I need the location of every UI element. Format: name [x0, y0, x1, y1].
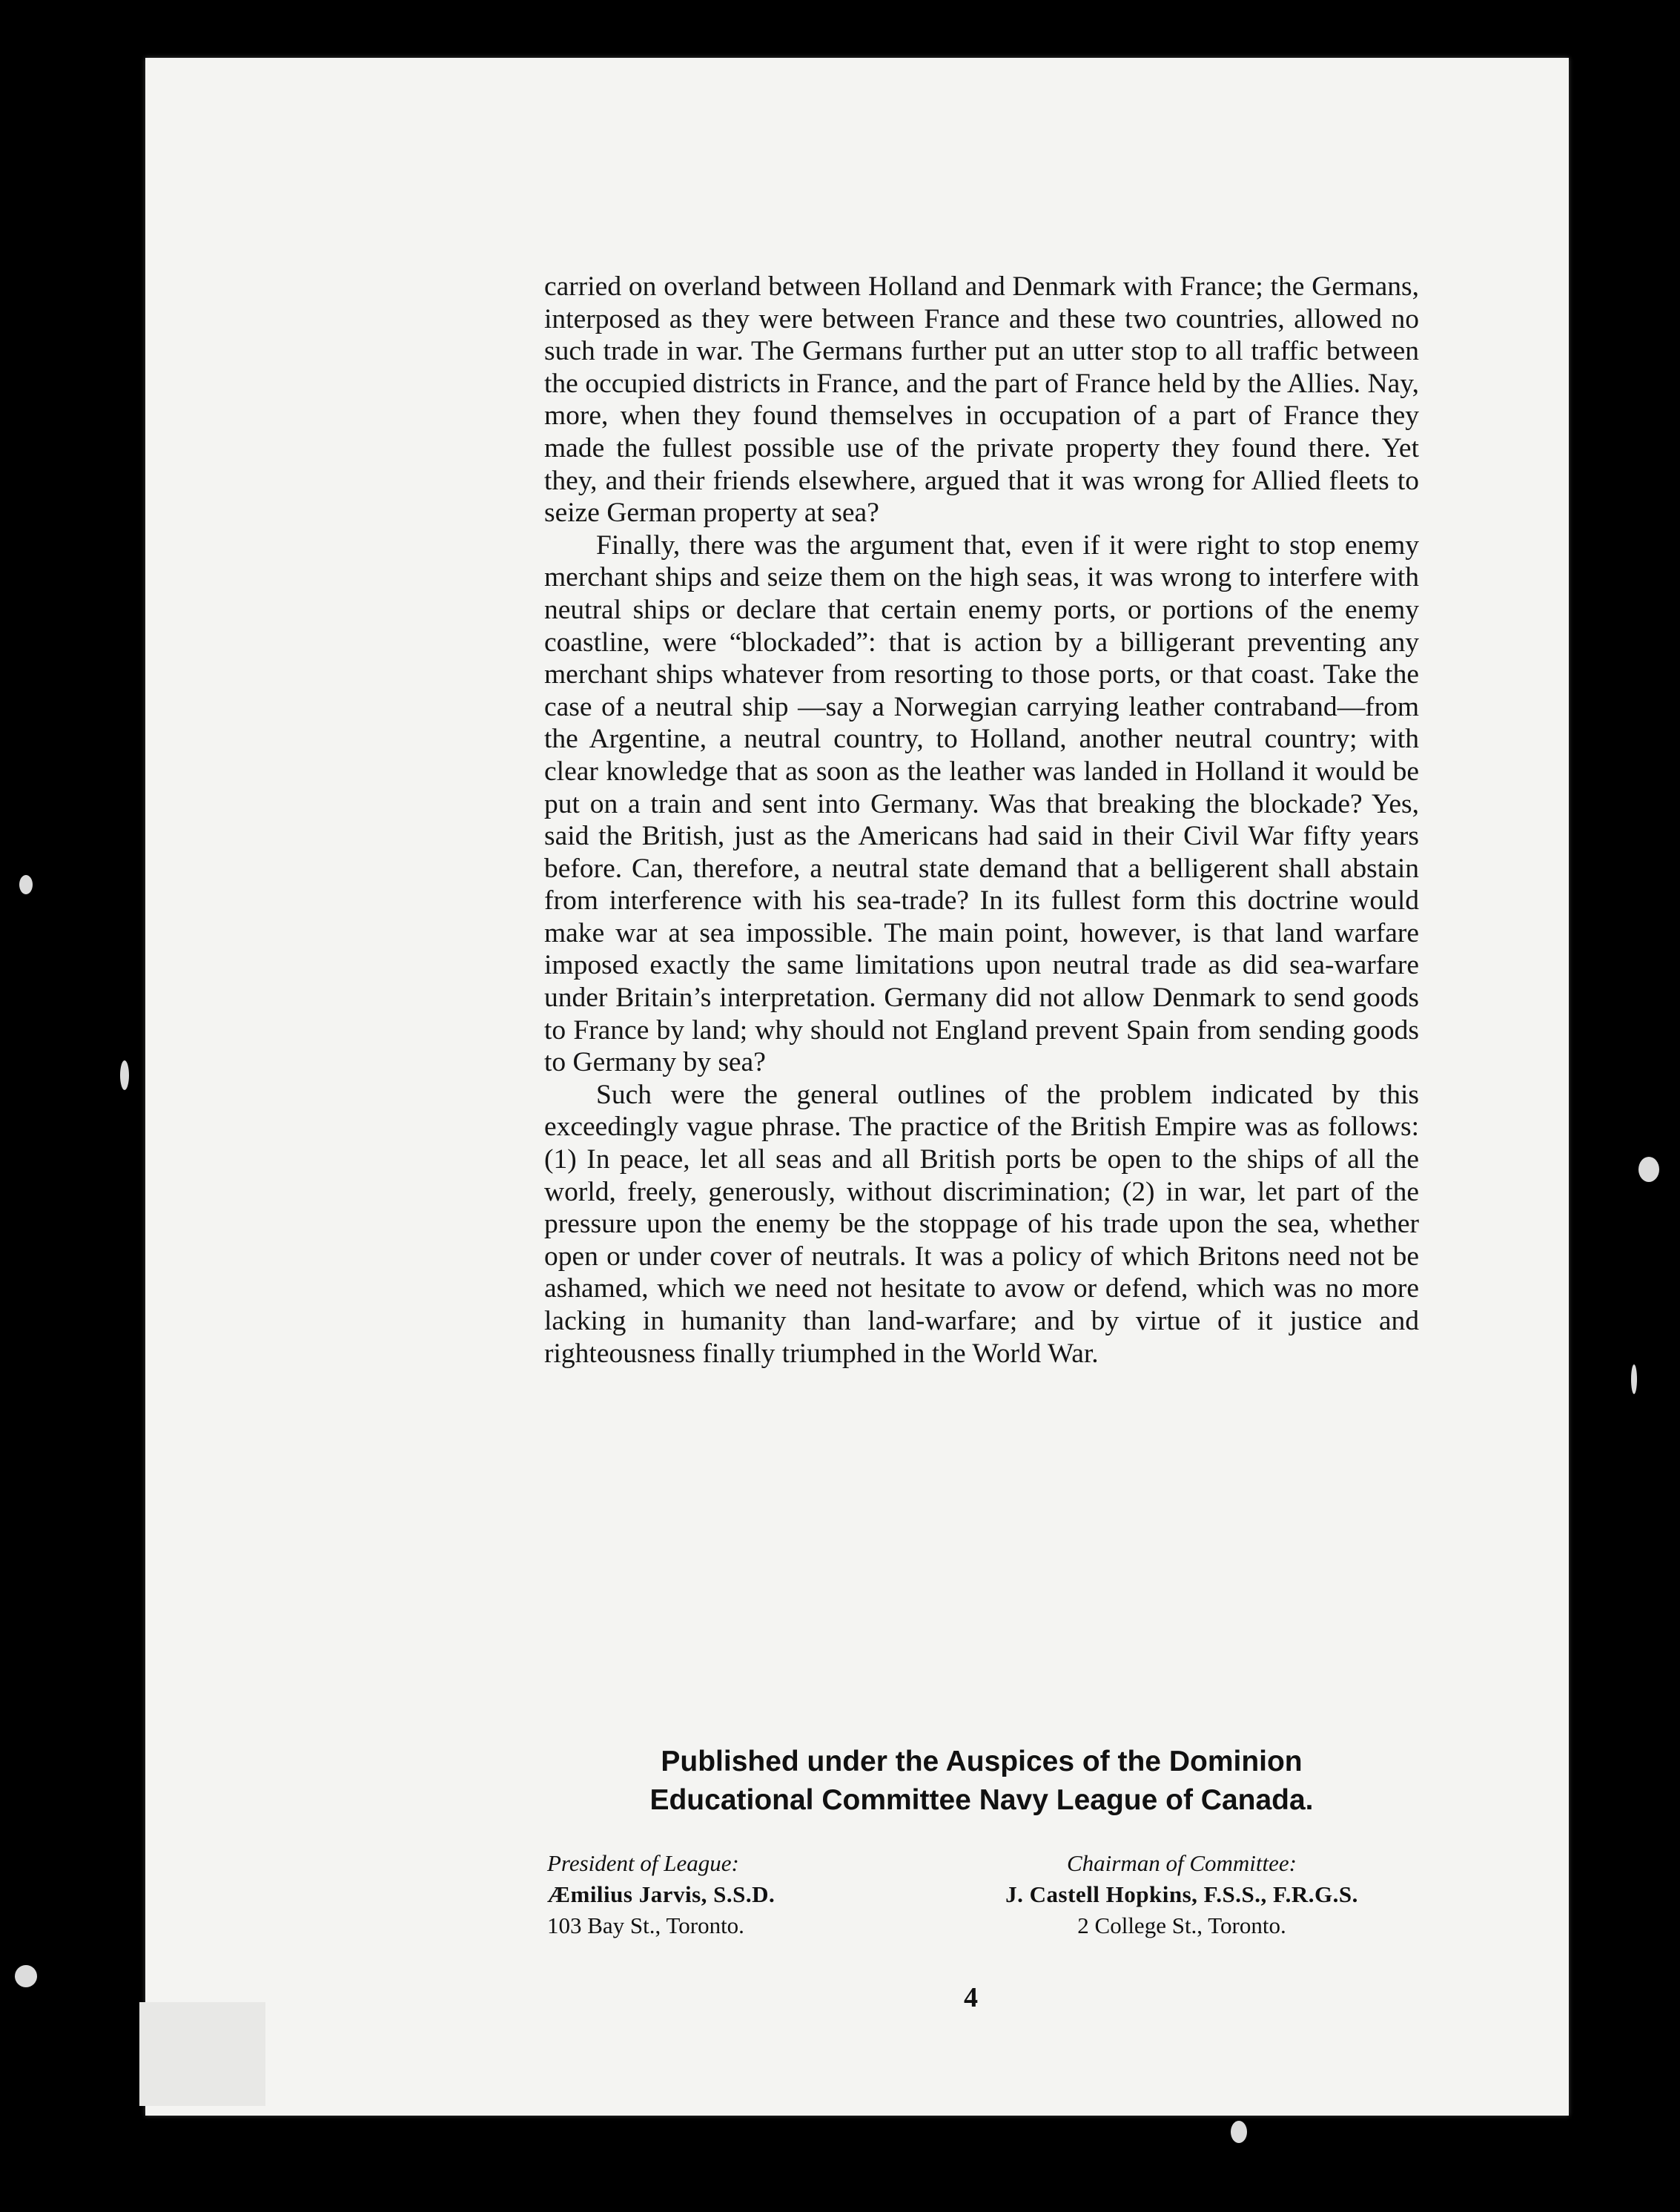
officers-block — [544, 1848, 1419, 1967]
publisher-line: Educational Committee Navy League of Canada. — [649, 1784, 1314, 1816]
chairman-name: J. Castell Hopkins, F.S.S., F.R.G.S. — [1005, 1881, 1358, 1907]
president-block — [547, 1848, 775, 1941]
body-text — [544, 271, 1419, 1370]
scan-speck — [1631, 1364, 1637, 1394]
scan-speck — [1231, 2121, 1247, 2143]
scan-speck — [1638, 1157, 1659, 1182]
publisher-footer — [544, 1743, 1419, 1938]
chairman-address: 2 College St., Toronto. — [1077, 1912, 1286, 1938]
scan-speck — [120, 1060, 129, 1090]
paragraph: Finally, there was the argument that, even if it were right to stop enemy merchant ships and seize them on the high seas, it was wrong to interfere with neutral ships or declare that certain enemy ports, or portions of the enemy coastline, were “blockaded”: that is action by a billigerant preventing any merchant ships whatever from resorting to those ports, or that coast. Take the case of a neutral ship —say a Norwegian carrying leather contraband—from the Argentine, a neutral country, to Holland, another neutral country; with clear knowledge that as soon as the leather was landed in Holland it would be put on a train and sent into Germany. Was that breaking the blockade? Yes, said the British, just as the Americans had said in their Civil War fifty years before. Can, therefore, a neutral state demand that a belligerent shall abstain from interference with his sea-trade? In its fullest form this doctrine would make war at sea impossible. The main point, however, is that land warfare imposed exactly the same limitations upon neutral trade as did sea-warfare under Britain’s interpretation. Germany did not allow Denmark to send goods to France by land; why should not England prevent Spain from sending goods to Germany by sea? — [544, 529, 1419, 1078]
president-name: Æmilius Jarvis, S.S.D. — [547, 1881, 775, 1907]
chairman-role: Chairman of Committee: — [1067, 1850, 1297, 1876]
scan-speck — [19, 875, 33, 894]
president-role: President of League: — [547, 1850, 739, 1876]
chairman-block — [945, 1848, 1419, 1941]
scan-speck — [15, 1965, 37, 1987]
page-number: 4 — [964, 1982, 978, 2013]
president-address: 103 Bay St., Toronto. — [547, 1912, 744, 1938]
paragraph: Such were the general outlines of the problem indicated by this exceedingly vague phrase. The practice of the British Empire was as follows: (1) In peace, let all seas and all British ports be open to the ships of all the world, freely, generously, without discrimination; (2) in war, let part of the pressure upon the enemy be the stoppage of his trade upon the sea, whether open or under cover of neutrals. It was a policy of which Britons need not be ashamed, which we need not hesitate to avow or defend, which was no more lacking in humanity than land-warfare; and by virtue of it justice and righteousness finally triumphed in the World War. — [544, 1079, 1419, 1369]
page-edge — [139, 2002, 265, 2106]
paragraph: carried on overland between Holland and Denmark with France; the Germans, interposed as they were between France and these two countries, allowed no such trade in war. The Germans further put an utter stop to all traffic between the occupied districts in France, and the part of France held by the Allies. Nay, more, when they found themselves in occupation of a part of France they made the fullest possible use of the private property they found there. Yet they, and their friends elsewhere, argued that it was wrong for Allied fleets to seize German property at sea? — [544, 271, 1419, 529]
publisher-line: Published under the Auspices of the Dominion — [661, 1746, 1303, 1777]
